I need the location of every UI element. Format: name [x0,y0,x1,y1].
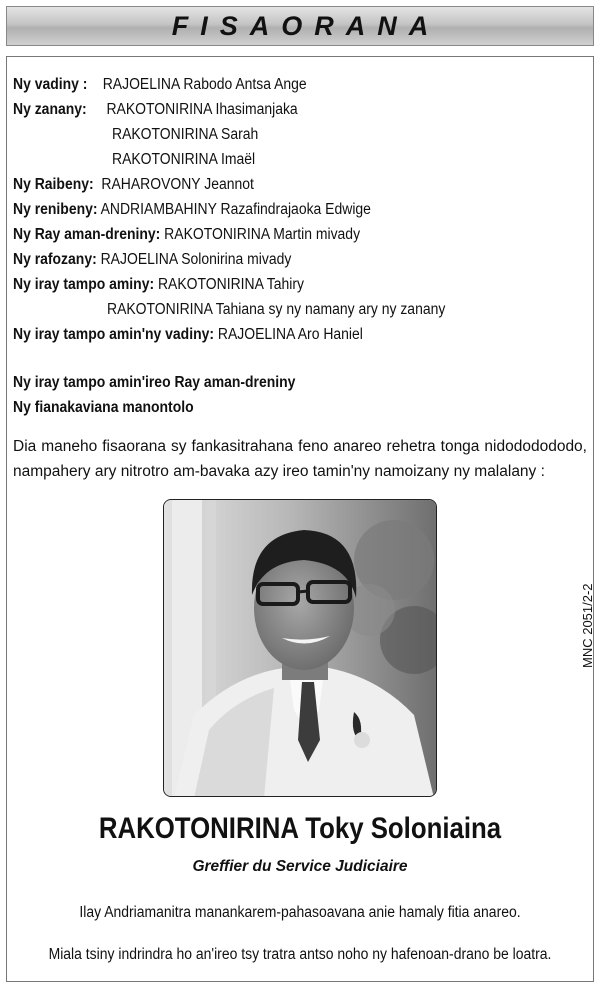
family-row-spouse [13,76,307,94]
family-value: RAKOTONIRINA Tahiry [157,276,304,293]
family-label: Ny Raibeny: [13,176,94,193]
family-label: Ny rafozany: [13,251,97,268]
extra-line: Ny iray tampo amin'ireo Ray aman-dreniny [13,374,296,391]
family-value: RAKOTONIRINA Imaël [112,151,256,168]
family-value: RAJOELINA Rabodo Antsa Ange [102,76,307,93]
family-value: RAJOELINA Aro Haniel [217,326,363,343]
family-row-siblings [13,276,304,294]
intro-paragraph: Dia maneho fisaorana sy fankasitrahana feno anareo rehetra tonga nidododododo, nampahery ary nitrotro am-bavaka azy ireo tamin'ny namoizany ny malalany : [13,438,587,480]
portrait-photo [163,499,437,797]
family-value: RAJOELINA Solonirina mivady [100,251,292,268]
page-title: FISAORANA [171,10,441,41]
deceased-title: Greffier du Service Judiciaire [192,858,408,875]
family-row-parents [13,226,360,244]
family-label: Ny renibeny: [13,201,98,218]
family-row-in-laws [13,251,291,269]
header-banner [6,6,594,46]
family-row-sibling [107,301,445,319]
family-row-grandmother [13,201,371,219]
family-label: Ny Ray aman-dreniny: [13,226,161,243]
family-value: RAKOTONIRINA Sarah [112,126,259,143]
family-value: RAKOTONIRINA Ihasimanjaka [106,101,298,118]
family-label: Ny vadiny : [13,76,88,93]
family-value: RAKOTONIRINA Martin mivady [164,226,361,243]
family-row-spouse-siblings [13,326,363,344]
reference-code: MNC 2051/2-2 [580,583,595,668]
family-label: Ny iray tampo aminy: [13,276,155,293]
family-row-grandfather [13,176,254,194]
extra-line: Ny fianakaviana manontolo [13,399,194,416]
family-value: ANDRIAMBAHINY Razafindrajaoka Edwige [100,201,371,218]
deceased-name: RAKOTONIRINA Toky Soloniaina [98,812,502,845]
family-row-children [13,101,298,119]
family-row-child [112,126,258,144]
family-row-child [112,151,255,169]
family-value: RAKOTONIRINA Tahiana sy ny namany ary ny zanany [107,301,446,318]
family-label: Ny zanany: [13,101,87,118]
family-label: Ny iray tampo amin'ny vadiny: [13,326,215,343]
closing-blessing: Ilay Andriamanitra manankarem-pahasoavana anie hamaly fitia anareo. [79,904,521,921]
family-value: RAHAROVONY Jeannot [101,176,254,193]
closing-apology: Miala tsiny indrindra ho an'ireo tsy tratra antso noho ny hafenoan-drano be loatra. [48,946,552,963]
